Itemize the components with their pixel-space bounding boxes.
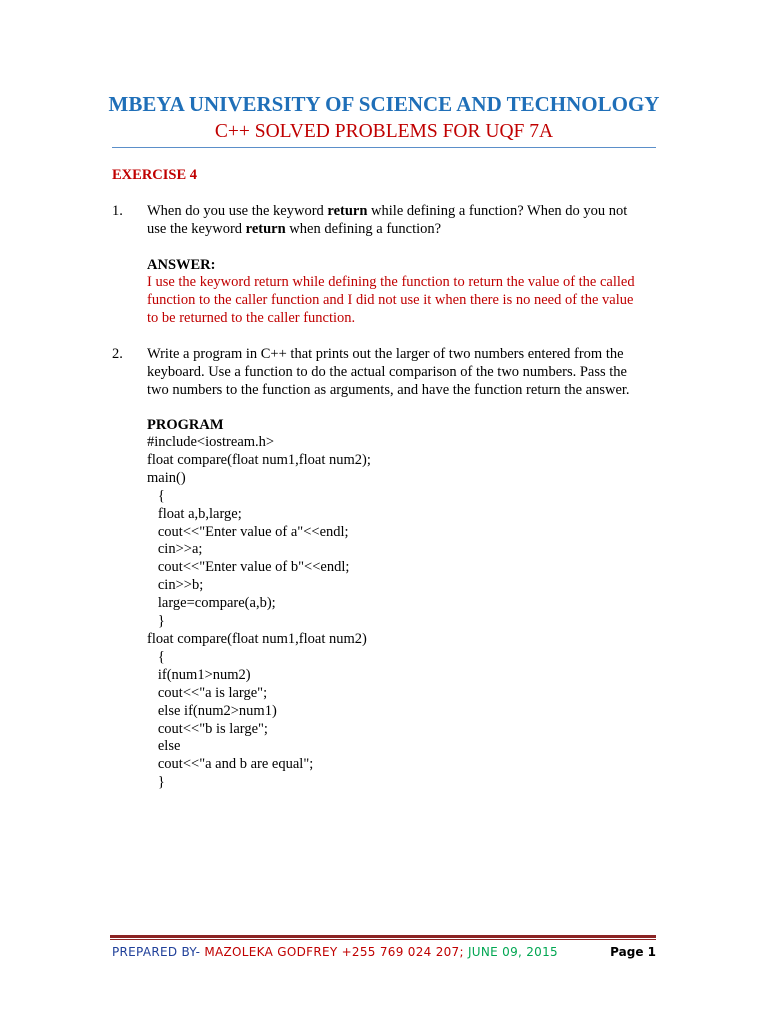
code-line: else if(num2>num1) <box>147 702 277 719</box>
page-number: Page 1 <box>610 945 656 959</box>
code-line: { <box>147 487 165 504</box>
document-subtitle: C++ SOLVED PROBLEMS FOR UQF 7A <box>214 121 554 142</box>
document-title: MBEYA UNIVERSITY OF SCIENCE AND TECHNOLOGY <box>108 92 660 116</box>
code-line: float a,b,large; <box>147 505 242 522</box>
code-line: } <box>147 774 165 791</box>
footer-rule-thin <box>110 939 656 940</box>
code-line: { <box>147 648 165 665</box>
code-line: main() <box>147 469 186 486</box>
code-line: cout<<"b is large"; <box>147 720 268 737</box>
code-line: cout<<"a and b are equal"; <box>147 756 314 773</box>
answer-line: function to the caller function and I did not use it when there is no need of the value <box>147 292 634 308</box>
code-line: #include<iostream.h> <box>147 434 275 450</box>
code-line: float compare(float num1,float num2) <box>147 630 367 647</box>
footer-rule-thick <box>110 935 656 938</box>
answer-line: I use the keyword return while defining the function to return the value of the called <box>147 274 635 290</box>
code-line: cout<<"Enter value of a"<<endl; <box>147 523 349 540</box>
footer-date: JUNE 09, 2015 <box>463 945 558 959</box>
code-line: cout<<"a is large"; <box>147 684 268 701</box>
question-1-line-2: use the keyword return when defining a function? <box>147 221 442 237</box>
code-line: large=compare(a,b); <box>147 595 276 612</box>
code-line: cin>>b; <box>147 577 204 594</box>
exercise-heading: EXERCISE 4 <box>112 167 198 183</box>
question-2-number: 2. <box>112 346 123 362</box>
code-line: cout<<"Enter value of b"<<endl; <box>147 559 350 576</box>
question-2-line: two numbers to the function as arguments, and have the function return the answer. <box>147 382 630 398</box>
program-label: PROGRAM <box>147 417 224 433</box>
code-line: } <box>147 613 165 630</box>
header-divider <box>112 147 656 148</box>
answer-text <box>147 273 656 327</box>
question-2-text <box>147 345 656 399</box>
code-line: cin>>a; <box>147 541 203 558</box>
program-code <box>147 434 371 792</box>
question-1-number: 1. <box>112 203 123 219</box>
footer-prepared-by: PREPARED BY- <box>112 945 201 959</box>
code-line: if(num1>num2) <box>147 666 251 683</box>
footer-author: MAZOLEKA GODFREY +255 769 024 207; <box>200 945 464 959</box>
answer-line: to be returned to the caller function. <box>147 310 356 326</box>
code-line: else <box>147 738 181 755</box>
question-1-line-1: When do you use the keyword return while defining a function? When do you not <box>147 203 628 219</box>
code-line: float compare(float num1,float num2); <box>147 451 371 468</box>
question-1-text <box>147 202 656 238</box>
question-2-line: Write a program in C++ that prints out the larger of two numbers entered from the <box>147 346 624 362</box>
answer-label: ANSWER: <box>147 257 216 273</box>
question-2-line: keyboard. Use a function to do the actual comparison of the two numbers. Pass the <box>147 364 627 380</box>
footer-credits <box>112 944 558 960</box>
